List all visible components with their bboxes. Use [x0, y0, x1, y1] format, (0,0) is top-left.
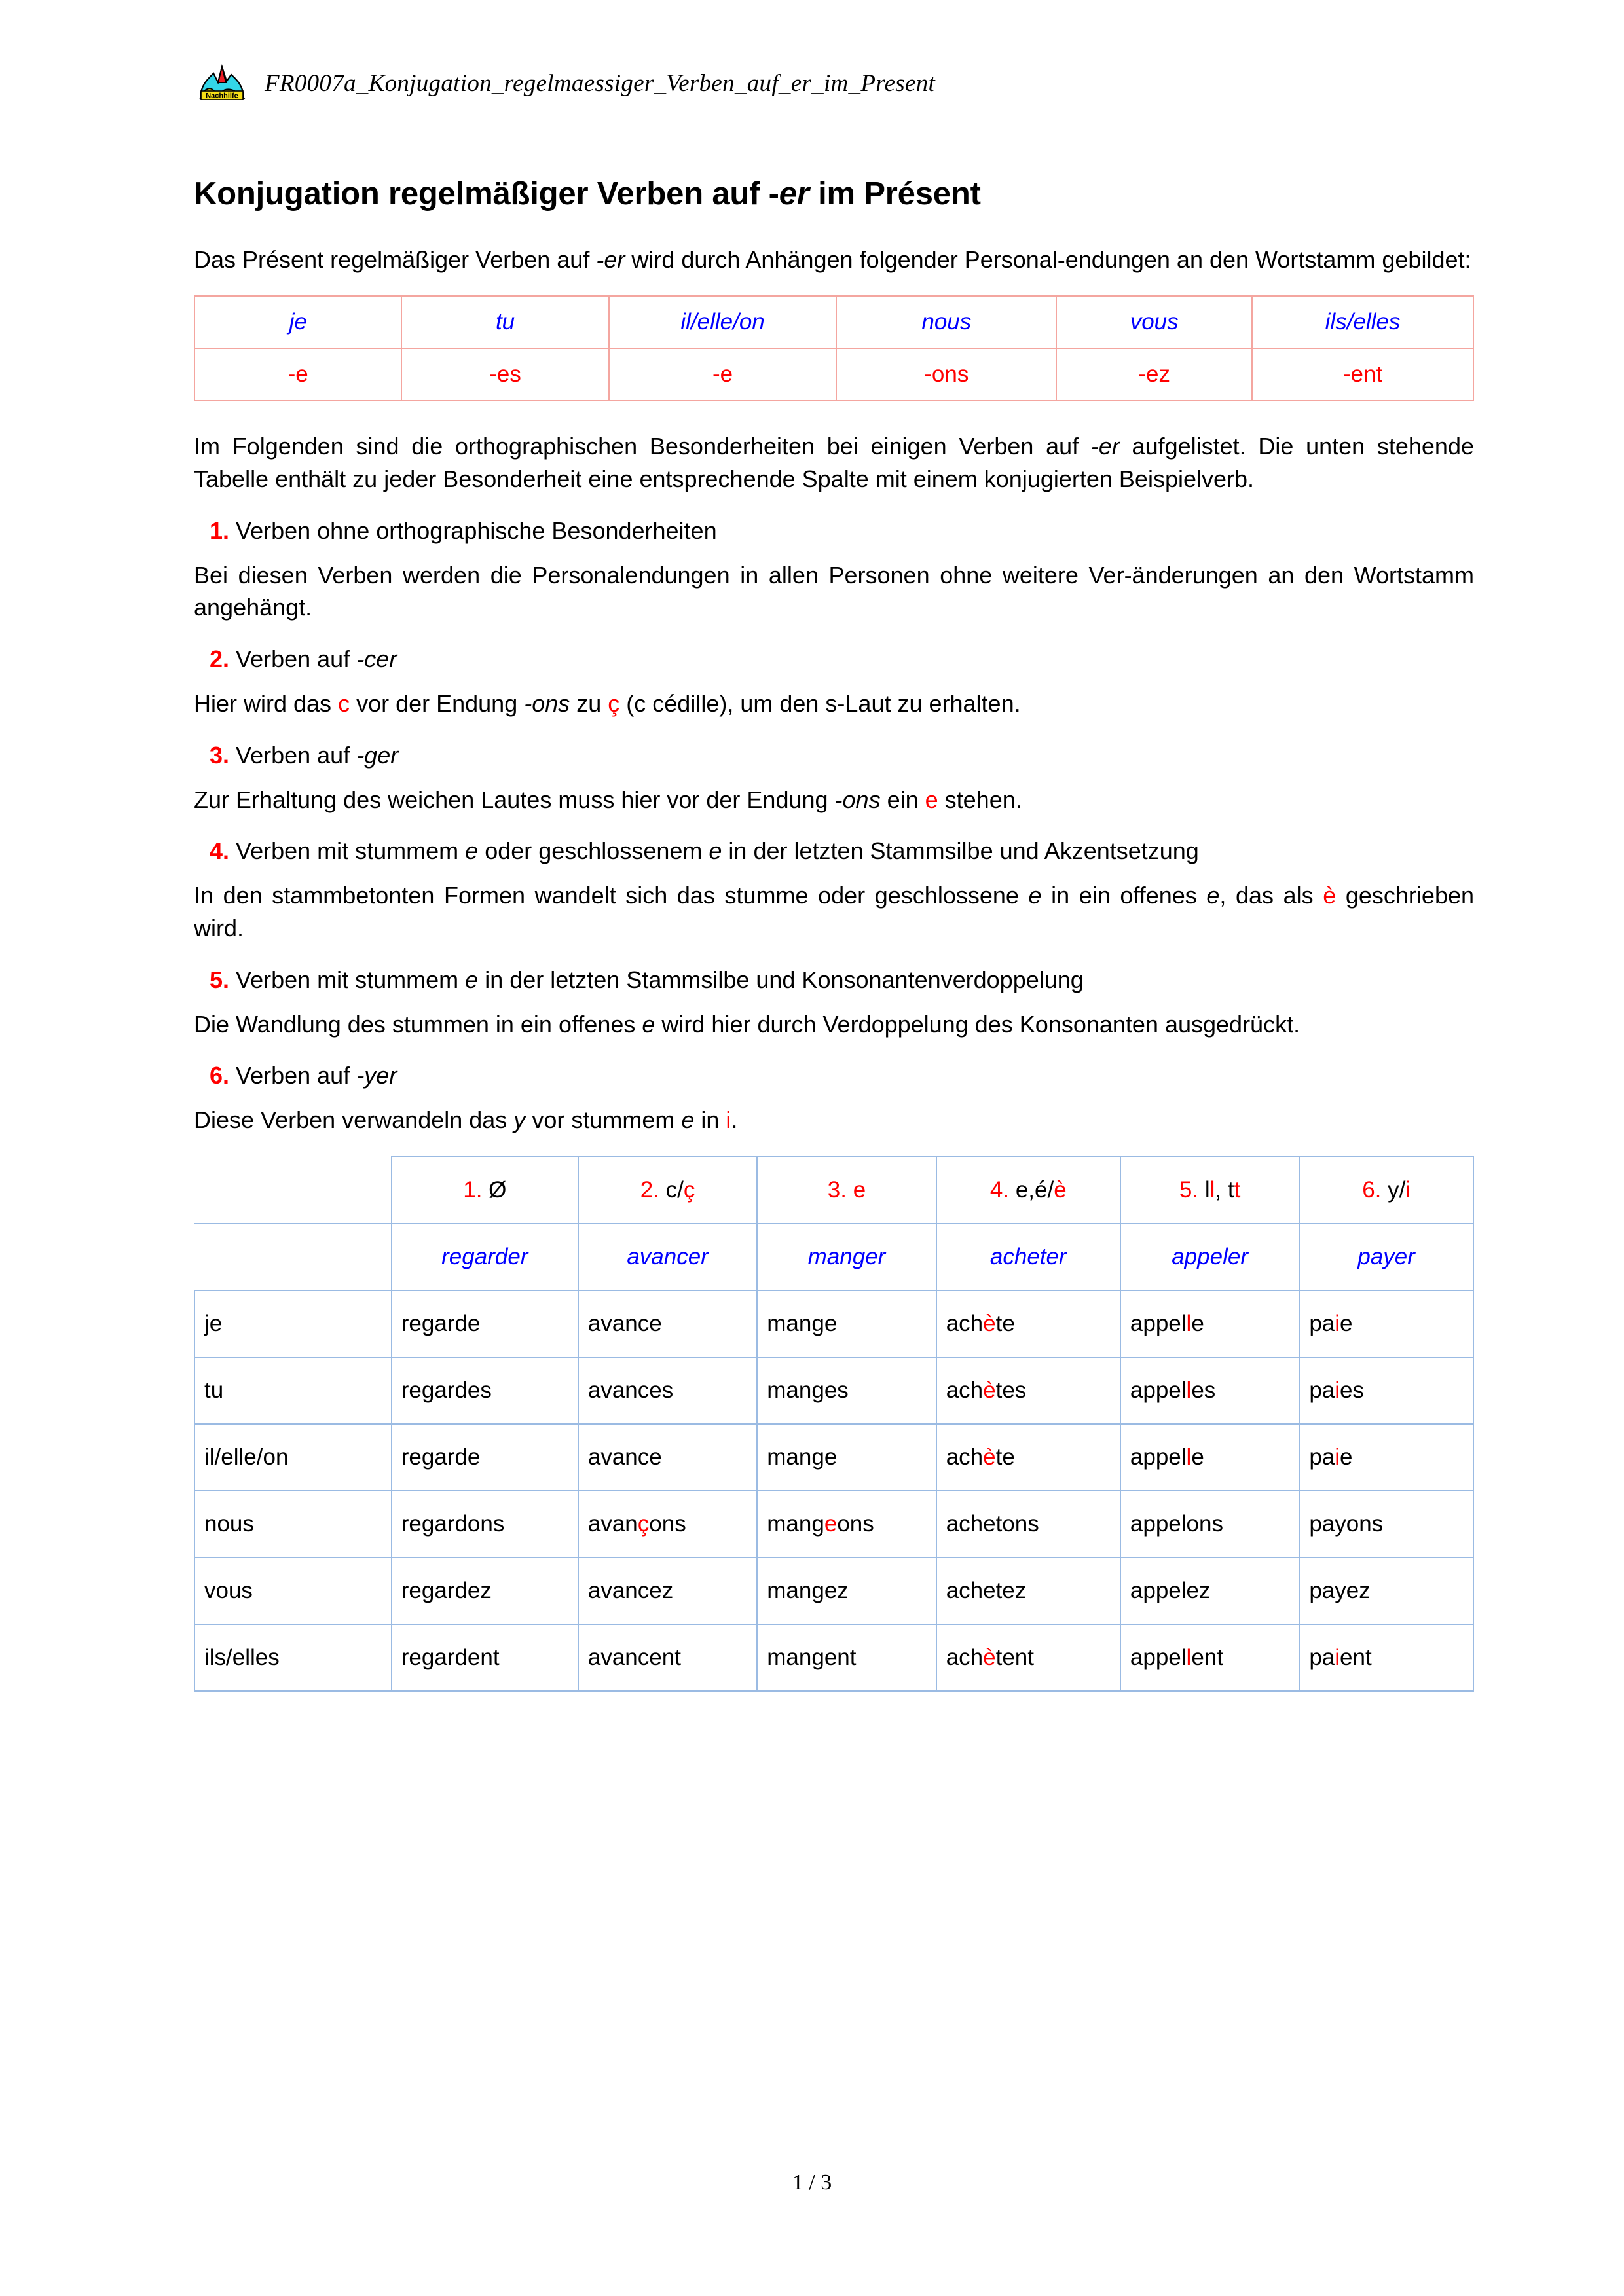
- conj-rule-num-1: 1.: [463, 1176, 483, 1203]
- rule-body-6: [194, 1104, 1474, 1137]
- conj-rule-header-5: [1120, 1157, 1299, 1224]
- conj-rule-red-2: ç: [683, 1176, 695, 1203]
- conj-corner-cell-2: [194, 1224, 392, 1290]
- conj-form-cell: [757, 1491, 936, 1558]
- page-footer: [0, 2170, 1624, 2195]
- form-pre: pa: [1309, 1444, 1335, 1470]
- form-pre: mangez: [767, 1577, 849, 1603]
- page-number: 1 / 3: [792, 2170, 832, 2195]
- rule-body-4-c: , das als: [1219, 882, 1323, 909]
- rule-heading-1: [194, 515, 1474, 547]
- intro-text-italic: -er: [596, 246, 625, 273]
- conj-corner-cell: [194, 1157, 392, 1224]
- form-red: l: [1186, 1444, 1192, 1470]
- form-pre: appel: [1130, 1310, 1187, 1336]
- overview-text-a: Im Folgenden sind die orthographischen Besonderheiten bei einigen Verben auf: [194, 433, 1091, 460]
- conj-form-cell: [936, 1624, 1120, 1691]
- form-red: ç: [637, 1510, 650, 1537]
- form-pre: payons: [1309, 1510, 1384, 1537]
- form-post: ons: [649, 1510, 686, 1537]
- conj-rule-header-3: [757, 1157, 936, 1224]
- form-pre: appelez: [1130, 1577, 1211, 1603]
- header-document-code: FR0007a_Konjugation_regelmaessiger_Verben_auf_er_im_Present: [265, 69, 936, 97]
- form-pre: pa: [1309, 1310, 1335, 1336]
- conj-pronoun-cell: tu: [194, 1357, 392, 1424]
- rule-body-2-italic: -ons: [524, 690, 570, 718]
- form-pre: manges: [767, 1377, 849, 1403]
- conj-form-cell: [1120, 1491, 1299, 1558]
- rule-body-6-italic: y: [513, 1106, 526, 1134]
- form-post: te: [995, 1444, 1015, 1470]
- endings-pronoun-cell: vous: [1056, 296, 1252, 348]
- conj-form-cell: [757, 1558, 936, 1624]
- rule-heading-4-c: in der letzten Stammsilbe und Akzentsetzung: [722, 837, 1199, 865]
- document-header: [196, 63, 935, 103]
- conj-form-cell: [578, 1424, 757, 1491]
- form-red: è: [983, 1444, 996, 1470]
- overview-paragraph: [194, 430, 1474, 495]
- conj-rule-red-5b: t: [1234, 1176, 1241, 1203]
- form-pre: avancent: [587, 1644, 681, 1670]
- rule-number-4: 4.: [210, 837, 230, 865]
- form-post: te: [995, 1310, 1015, 1336]
- conj-form-cell: [392, 1290, 578, 1357]
- form-red: è: [983, 1310, 996, 1336]
- conj-form-cell: [578, 1624, 757, 1691]
- rule-body-3-a: Zur Erhaltung des weichen Lautes muss hier vor der Endung: [194, 786, 835, 813]
- intro-paragraph: [194, 244, 1474, 276]
- conj-rule-black-4: e,é/: [1009, 1176, 1054, 1203]
- form-pre: mang: [767, 1510, 824, 1537]
- conj-rule-header-2: [578, 1157, 757, 1224]
- conj-infinitive-cell: manger: [757, 1224, 936, 1290]
- conj-infinitive-cell: acheter: [936, 1224, 1120, 1290]
- form-post: e: [1191, 1444, 1204, 1470]
- conj-rule-black-2: c/: [659, 1176, 684, 1203]
- form-red: i: [1335, 1377, 1340, 1403]
- conj-form-cell: [757, 1290, 936, 1357]
- conj-rule-header-1: [392, 1157, 578, 1224]
- form-pre: payez: [1309, 1577, 1371, 1603]
- nachhilfe-logo-icon: [196, 63, 248, 103]
- form-pre: regardent: [401, 1644, 500, 1670]
- form-post: es: [1340, 1377, 1364, 1403]
- form-pre: ach: [946, 1377, 984, 1403]
- rule-body-6-a: Diese Verben verwandeln das: [194, 1106, 514, 1134]
- form-pre: achetons: [946, 1510, 1039, 1537]
- conj-form-cell: [1299, 1558, 1473, 1624]
- conjugation-table: [194, 1156, 1474, 1692]
- overview-text-italic: -er: [1090, 433, 1120, 460]
- conj-form-cell: [578, 1558, 757, 1624]
- rule-body-3-red-e: e: [925, 786, 938, 813]
- rule-body-5-italic: e: [642, 1010, 655, 1038]
- rule-body-3-italic: -ons: [834, 786, 881, 813]
- rule-body-5-a: Die Wandlung des stummen in ein offenes: [194, 1010, 642, 1038]
- title-part-1: Konjugation regelmäßiger Verben auf -: [194, 176, 779, 211]
- rule-heading-text-1: Verben ohne orthographische Besonderheiten: [236, 517, 717, 544]
- form-pre: appelons: [1130, 1510, 1223, 1537]
- title-part-2: im Présent: [809, 176, 981, 211]
- rule-heading-5-a: Verben mit stummem: [236, 966, 466, 993]
- rule-heading-5-italic: e: [465, 966, 479, 993]
- form-red: i: [1335, 1644, 1340, 1670]
- conj-form-cell: [757, 1357, 936, 1424]
- rule-body-2-c: zu: [570, 690, 608, 718]
- rule-heading-2: [194, 644, 1474, 676]
- rule-heading-6-a: Verben auf: [236, 1062, 357, 1089]
- rule-heading-4-italic2: e: [709, 837, 722, 865]
- form-pre: regardons: [401, 1510, 505, 1537]
- intro-text-a: Das Présent regelmäßiger Verben auf: [194, 246, 597, 273]
- table-row: [194, 1290, 1473, 1357]
- conj-form-cell: [578, 1290, 757, 1357]
- form-red: l: [1186, 1644, 1192, 1670]
- conj-rule-num-3: 3.: [827, 1176, 847, 1203]
- conj-rule-red-6: i: [1405, 1176, 1411, 1203]
- rule-body-2-red-cedille: ç: [608, 690, 620, 718]
- conj-rule-red-4: è: [1054, 1176, 1067, 1203]
- form-pre: ach: [946, 1310, 984, 1336]
- conj-rule-black-1: Ø: [482, 1176, 507, 1203]
- rule-body-2-a: Hier wird das: [194, 690, 339, 718]
- form-pre: pa: [1309, 1644, 1335, 1670]
- title-part-italic: er: [779, 176, 809, 211]
- conj-form-cell: [1299, 1290, 1473, 1357]
- conj-form-cell: [1120, 1357, 1299, 1424]
- table-row: [194, 1558, 1473, 1624]
- rule-body-2: [194, 687, 1474, 720]
- rule-body-4-italic: e: [1028, 882, 1042, 909]
- conj-rule-num-5: 5.: [1179, 1176, 1199, 1203]
- endings-pronoun-cell: tu: [401, 296, 608, 348]
- rule-heading-text-2a: Verben auf: [236, 646, 357, 673]
- conj-pronoun-cell: je: [194, 1290, 392, 1357]
- conj-form-cell: [1120, 1424, 1299, 1491]
- conj-infinitive-cell: payer: [1299, 1224, 1473, 1290]
- rule-heading-4-italic: e: [465, 837, 479, 865]
- endings-suffix-cell: -ez: [1056, 348, 1252, 401]
- overview-text-b: aufgelistet. Die unten stehende Tabelle enthält zu jeder Besonderheit eine entsprechende Spalte mit einem konjugierten Beispielverb.: [194, 433, 1474, 493]
- rule-heading-5: [194, 964, 1474, 996]
- rule-body-3-c: stehen.: [938, 786, 1022, 813]
- endings-pronoun-row: [194, 296, 1473, 348]
- rule-heading-3: [194, 740, 1474, 772]
- conj-form-cell: [936, 1424, 1120, 1491]
- form-post: ent: [1191, 1644, 1223, 1670]
- rule-number-3: 3.: [210, 741, 230, 769]
- form-post: tes: [995, 1377, 1027, 1403]
- conj-form-cell: [392, 1357, 578, 1424]
- rule-body-6-c: in: [694, 1106, 726, 1134]
- rule-body-2-red-c: c: [338, 690, 350, 718]
- rule-body-4-d: geschrieben wird.: [194, 882, 1475, 941]
- form-pre: avance: [587, 1310, 662, 1336]
- conj-form-cell: [392, 1558, 578, 1624]
- rule-body-1: [194, 559, 1474, 624]
- conj-form-cell: [392, 1624, 578, 1691]
- conj-rule-red-5a: l: [1209, 1176, 1215, 1203]
- rule-number-1: 1.: [210, 517, 230, 544]
- form-post: ons: [837, 1510, 874, 1537]
- form-post: e: [1340, 1310, 1353, 1336]
- conj-infinitive-cell: appeler: [1120, 1224, 1299, 1290]
- endings-pronoun-cell: nous: [836, 296, 1056, 348]
- rule-body-4-italic2: e: [1206, 882, 1220, 909]
- endings-suffix-row: [194, 348, 1473, 401]
- rule-body-3-b: ein: [880, 786, 925, 813]
- rule-body-4-b: in ein offenes: [1041, 882, 1207, 909]
- rule-body-3: [194, 784, 1474, 816]
- form-red: e: [824, 1510, 838, 1537]
- form-red: è: [983, 1644, 996, 1670]
- form-pre: regarde: [401, 1444, 481, 1470]
- intro-text-b: wird durch Anhängen folgender Personal-endungen an den Wortstamm gebildet:: [625, 246, 1471, 273]
- form-pre: ach: [946, 1444, 984, 1470]
- rule-body-5-b: wird hier durch Verdoppelung des Konsonanten ausgedrückt.: [655, 1010, 1301, 1038]
- table-row: [194, 1357, 1473, 1424]
- form-red: è: [983, 1377, 996, 1403]
- endings-pronoun-cell: ils/elles: [1252, 296, 1473, 348]
- form-red: i: [1335, 1310, 1340, 1336]
- endings-suffix-cell: -es: [401, 348, 608, 401]
- conj-rule-black-5b: , t: [1215, 1176, 1234, 1203]
- conj-form-cell: [578, 1357, 757, 1424]
- conj-pronoun-cell: il/elle/on: [194, 1424, 392, 1491]
- conj-rule-black-6: y/: [1381, 1176, 1406, 1203]
- rule-body-4-red-egrave: è: [1323, 882, 1337, 909]
- form-post: e: [1340, 1444, 1353, 1470]
- conj-pronoun-cell: vous: [194, 1558, 392, 1624]
- conj-rule-num-6: 6.: [1362, 1176, 1382, 1203]
- rule-number-5: 5.: [210, 966, 230, 993]
- rule-body-6-red-i: i: [726, 1106, 731, 1134]
- conj-form-cell: [1120, 1290, 1299, 1357]
- conj-form-cell: [936, 1357, 1120, 1424]
- conj-form-cell: [1120, 1558, 1299, 1624]
- conj-pronoun-cell: nous: [194, 1491, 392, 1558]
- form-pre: avances: [587, 1377, 674, 1403]
- conj-infinitive-row: [194, 1224, 1473, 1290]
- table-row: [194, 1624, 1473, 1691]
- endings-suffix-cell: -ent: [1252, 348, 1473, 401]
- rule-heading-italic-2: -cer: [356, 646, 397, 673]
- rule-heading-6: [194, 1060, 1474, 1092]
- conj-form-cell: [1299, 1624, 1473, 1691]
- conj-form-cell: [936, 1290, 1120, 1357]
- rule-body-6-italic2: e: [681, 1106, 695, 1134]
- form-pre: ach: [946, 1644, 984, 1670]
- form-pre: avance: [587, 1444, 662, 1470]
- form-pre: mangent: [767, 1644, 857, 1670]
- rule-body-4: [194, 879, 1474, 944]
- endings-suffix-cell: -ons: [836, 348, 1056, 401]
- conj-rule-black-5a: l: [1198, 1176, 1210, 1203]
- form-post: es: [1191, 1377, 1216, 1403]
- page-title: [194, 175, 1474, 213]
- rule-heading-4-a: Verben mit stummem: [236, 837, 466, 865]
- rule-body-2-b: vor der Endung: [350, 690, 525, 718]
- rule-body-6-b: vor stummem: [525, 1106, 682, 1134]
- form-pre: avancez: [587, 1577, 674, 1603]
- form-pre: appel: [1130, 1377, 1187, 1403]
- rule-heading-5-b: in der letzten Stammsilbe und Konsonantenverdoppelung: [478, 966, 1084, 993]
- rule-heading-italic-3: -ger: [356, 741, 399, 769]
- form-post: tent: [995, 1644, 1034, 1670]
- conj-form-cell: [578, 1491, 757, 1558]
- form-pre: mange: [767, 1444, 838, 1470]
- endings-pronoun-cell: je: [194, 296, 401, 348]
- conj-rule-num-2: 2.: [640, 1176, 659, 1203]
- rule-heading-4-b: oder geschlossenem: [478, 837, 709, 865]
- conj-form-cell: [1299, 1491, 1473, 1558]
- conj-pronoun-cell: ils/elles: [194, 1624, 392, 1691]
- endings-suffix-cell: -e: [194, 348, 401, 401]
- form-pre: pa: [1309, 1377, 1335, 1403]
- rule-heading-text-3a: Verben auf: [236, 741, 357, 769]
- rule-body-4-a: In den stammbetonten Formen wandelt sich das stumme oder geschlossene: [194, 882, 1029, 909]
- conj-form-cell: [936, 1558, 1120, 1624]
- conj-rule-num-4: 4.: [989, 1176, 1010, 1203]
- form-pre: achetez: [946, 1577, 1027, 1603]
- conj-infinitive-cell: regarder: [392, 1224, 578, 1290]
- rule-body-6-d: .: [731, 1106, 738, 1134]
- endings-pronoun-cell: il/elle/on: [609, 296, 837, 348]
- table-row: [194, 1491, 1473, 1558]
- form-pre: appel: [1130, 1644, 1187, 1670]
- form-pre: regarde: [401, 1310, 481, 1336]
- conj-rule-red-3: e: [846, 1176, 866, 1203]
- rule-heading-4: [194, 835, 1474, 867]
- endings-suffix-cell: -e: [609, 348, 837, 401]
- conj-infinitive-cell: avancer: [578, 1224, 757, 1290]
- conj-rule-header-row: [194, 1157, 1473, 1224]
- rule-body-2-d: (c cédille), um den s-Laut zu erhalten.: [619, 690, 1021, 718]
- form-red: l: [1186, 1310, 1192, 1336]
- personal-endings-table: [194, 295, 1474, 401]
- conj-form-cell: [1299, 1424, 1473, 1491]
- form-pre: regardes: [401, 1377, 492, 1403]
- form-post: ent: [1340, 1644, 1372, 1670]
- conj-form-cell: [392, 1424, 578, 1491]
- form-pre: regardez: [401, 1577, 492, 1603]
- conj-form-cell: [1299, 1357, 1473, 1424]
- form-post: e: [1191, 1310, 1204, 1336]
- rule-body-5: [194, 1008, 1474, 1041]
- rule-heading-6-italic: -yer: [356, 1062, 397, 1089]
- conj-form-cell: [757, 1424, 936, 1491]
- rule-number-6: 6.: [210, 1062, 230, 1089]
- form-pre: mange: [767, 1310, 838, 1336]
- rule-number-2: 2.: [210, 646, 230, 673]
- table-row: [194, 1424, 1473, 1491]
- form-pre: appel: [1130, 1444, 1187, 1470]
- conj-form-cell: [1120, 1624, 1299, 1691]
- logo-text: Nachhilfe: [206, 92, 238, 100]
- form-pre: avan: [587, 1510, 638, 1537]
- rule-body-text-1: Bei diesen Verben werden die Personalendungen in allen Personen ohne weitere Ver-änderungen an den Wortstamm angehängt.: [194, 561, 1474, 621]
- document-body: [194, 175, 1474, 1692]
- conj-rule-header-4: [936, 1157, 1120, 1224]
- form-red: l: [1186, 1377, 1192, 1403]
- conj-rule-header-6: [1299, 1157, 1473, 1224]
- form-red: i: [1335, 1444, 1340, 1470]
- conj-form-cell: [936, 1491, 1120, 1558]
- conj-form-cell: [757, 1624, 936, 1691]
- conj-form-cell: [392, 1491, 578, 1558]
